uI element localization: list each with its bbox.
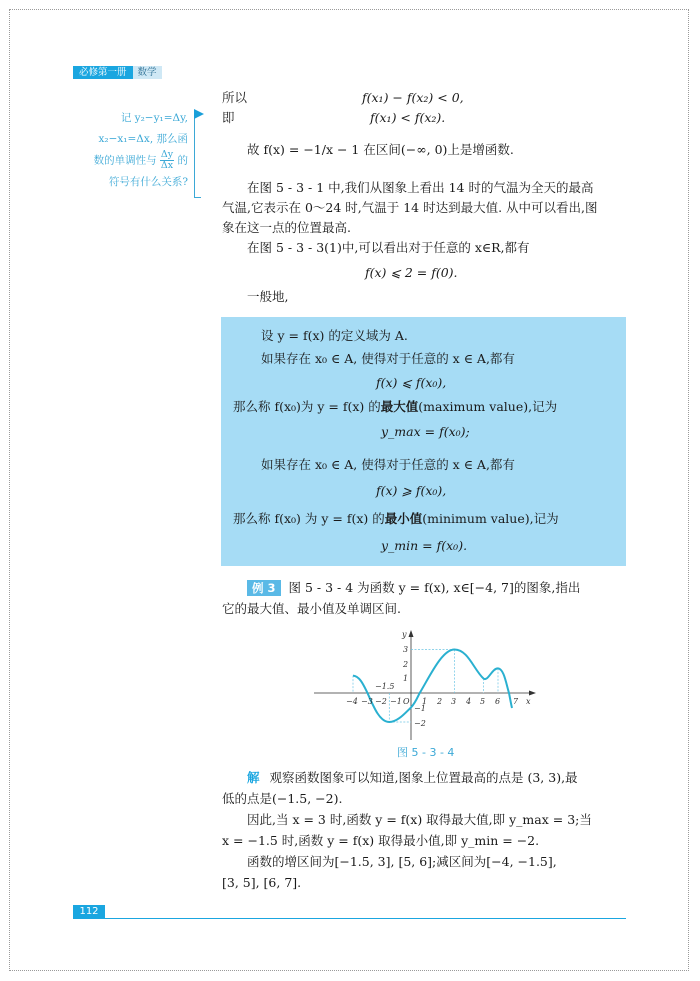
margin-note-line: 记 y₂−y₁=Δy, xyxy=(120,112,188,124)
def-formula: f(x) ⩽ f(x₀), xyxy=(376,375,447,390)
margin-note-line: x₂−x₁=Δx, 那么函 xyxy=(98,133,188,145)
svg-text:y: y xyxy=(402,630,407,639)
page-number: 112 xyxy=(73,905,105,919)
def-line: 如果存在 x₀ ∈ A, 使得对于任意的 x ∈ A,都有 xyxy=(261,457,515,472)
def-line: 如果存在 x₀ ∈ A, 使得对于任意的 x ∈ A,都有 xyxy=(261,351,515,366)
svg-text:−3: −3 xyxy=(361,697,373,706)
definition-box xyxy=(221,317,626,566)
def-line: 那么称 f(x₀) 为 y = f(x) 的最小值(minimum value),记为 xyxy=(233,511,559,526)
paragraph-line: 一般地, xyxy=(247,289,289,304)
def-line: 那么称 f(x₀)为 y = f(x) 的最大值(maximum value),记为 xyxy=(233,399,558,414)
def-line: 设 y = f(x) 的定义域为 A. xyxy=(261,328,408,343)
svg-text:6: 6 xyxy=(495,697,501,706)
def-formula: y_min = f(x₀). xyxy=(381,538,468,553)
solution-line: 函数的增区间为[−1.5, 3], [5, 6];减区间为[−4, −1.5], xyxy=(247,854,557,869)
subject-label: 数学 xyxy=(133,66,162,79)
label-suoyi: 所以 xyxy=(222,90,248,105)
example-line: 例 3 图 5 - 3 - 4 为函数 y = f(x), x∈[−4, 7]的图象,指出 xyxy=(247,578,580,598)
example-badge: 例 3 xyxy=(247,580,281,596)
solution-label: 解 xyxy=(247,770,260,785)
svg-text:3: 3 xyxy=(451,697,457,706)
solution-line: 因此,当 x = 3 时,函数 y = f(x) 取得最大值,即 y_max = 3;当 xyxy=(247,812,592,827)
svg-text:−1.5: −1.5 xyxy=(375,682,395,691)
svg-text:1: 1 xyxy=(403,674,409,683)
figure-caption: 图 5 - 3 - 4 xyxy=(397,746,455,759)
svg-text:2: 2 xyxy=(437,697,443,706)
svg-text:−2: −2 xyxy=(414,719,426,728)
running-header xyxy=(73,66,162,79)
expr-suoyi: f(x₁) − f(x₂) < 0, xyxy=(362,90,464,105)
margin-bracket xyxy=(194,112,201,198)
fraction: $\frac{\Delta y}{\Delta x}$ xyxy=(160,149,174,171)
expr-ji: f(x₁) < f(x₂). xyxy=(370,110,446,125)
function-graph xyxy=(310,628,540,743)
term-max: 最大值 xyxy=(380,399,419,414)
svg-text:3: 3 xyxy=(403,645,409,654)
svg-text:−1: −1 xyxy=(414,704,426,713)
svg-text:−2: −2 xyxy=(375,697,387,706)
label-ji: 即 xyxy=(222,110,235,125)
svg-text:x: x xyxy=(526,697,531,706)
margin-note-line: 符号有什么关系? xyxy=(108,175,188,188)
conclusion: 故 f(x) = −1/x − 1 在区间(−∞, 0)上是增函数. xyxy=(247,142,514,157)
example-line: 它的最大值、最小值及单调区间. xyxy=(222,601,401,616)
svg-text:7: 7 xyxy=(513,697,519,706)
solution-line: 解 观察函数图象可以知道,图象上位置最高的点是 (3, 3),最 xyxy=(247,770,578,785)
svg-text:5: 5 xyxy=(480,697,486,706)
svg-text:O: O xyxy=(403,697,410,706)
paragraph-line: 在图 5 - 3 - 3(1)中,可以看出对于任意的 x∈R,都有 xyxy=(247,240,530,255)
def-formula: y_max = f(x₀); xyxy=(381,424,470,439)
book-title: 必修第一册 xyxy=(73,66,133,79)
svg-text:2: 2 xyxy=(403,660,409,669)
svg-text:−4: −4 xyxy=(346,697,358,706)
formula: f(x) ⩽ 2 = f(0). xyxy=(365,265,458,280)
svg-text:4: 4 xyxy=(466,697,472,706)
solution-line: [3, 5], [6, 7]. xyxy=(222,875,302,890)
svg-text:1: 1 xyxy=(422,697,428,706)
footer-rule xyxy=(105,918,626,919)
solution-line: 低的点是(−1.5, −2). xyxy=(222,791,343,806)
paragraph-line: 在图 5 - 3 - 1 中,我们从图象上看出 14 时的气温为全天的最高 xyxy=(247,180,594,195)
paragraph-line: 象在这一点的位置最高. xyxy=(222,220,351,235)
pointer-arrow-icon xyxy=(194,109,204,119)
def-formula: f(x) ⩾ f(x₀), xyxy=(376,483,447,498)
solution-line: x = −1.5 时,函数 y = f(x) 取得最小值,即 y_min = −2. xyxy=(222,833,540,848)
svg-text:−1: −1 xyxy=(390,697,402,706)
paragraph-line: 气温,它表示在 0～24 时,气温于 14 时达到最大值. 从中可以看出,图 xyxy=(222,200,598,215)
margin-note xyxy=(70,108,188,193)
margin-note-line: 数的单调性与 $\frac{\Delta y}{\Delta x}$ 的 xyxy=(93,149,188,171)
term-min: 最小值 xyxy=(384,511,423,526)
